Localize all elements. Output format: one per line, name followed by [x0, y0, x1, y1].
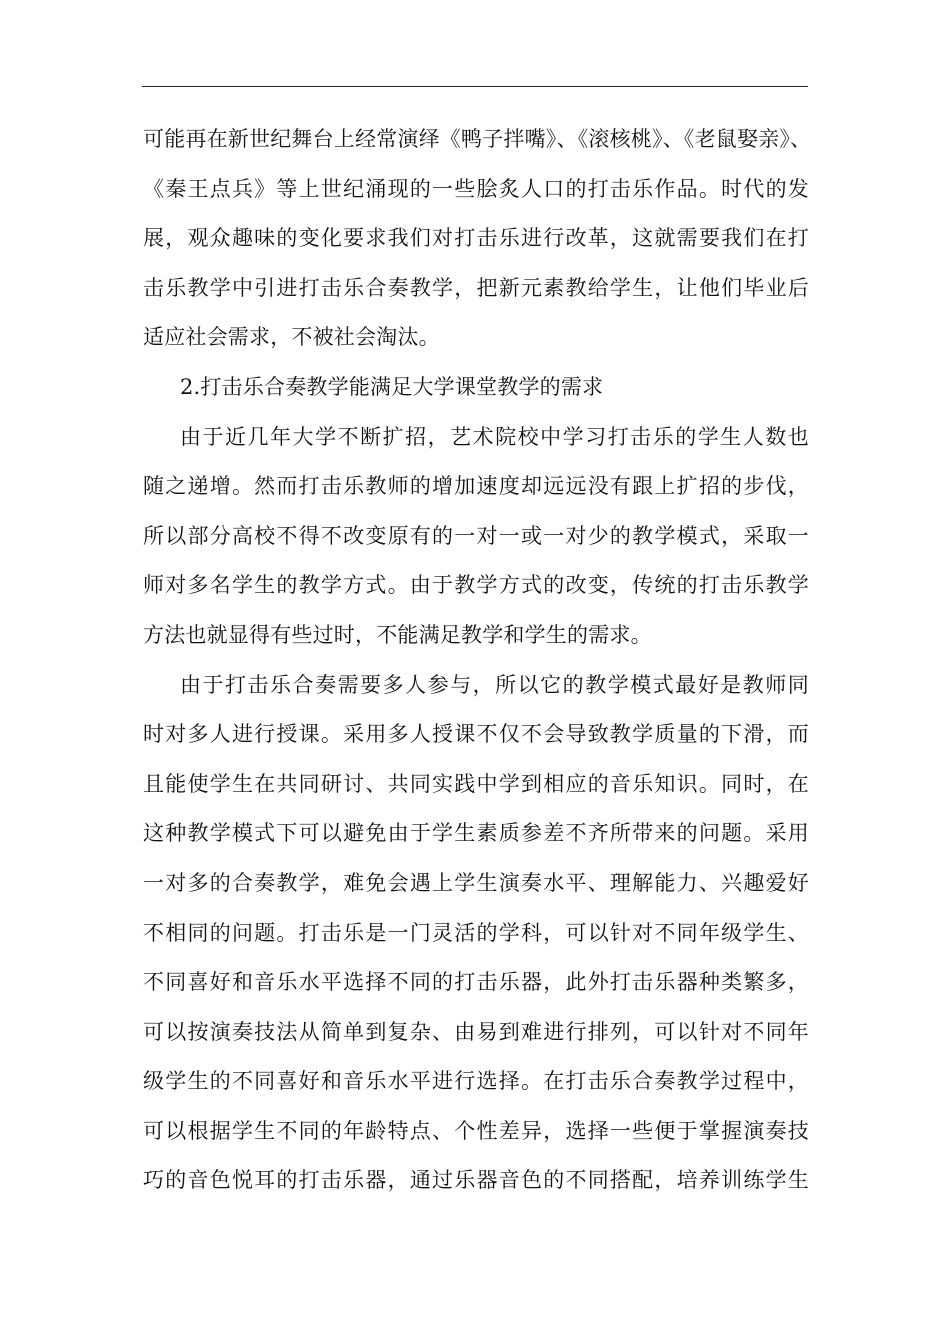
- text-line: 展，观众趣味的变化要求我们对打击乐进行改革，这就需要我们在打: [143, 226, 809, 251]
- text-line: 方法也就显得有些过时，不能满足教学和学生的需求。: [143, 622, 652, 647]
- text-line: 一对多的合奏教学，难免会遇上学生演奏水平、理解能力、兴趣爱好: [143, 870, 809, 895]
- text-line: 不同喜好和音乐水平选择不同的打击乐器，此外打击乐器种类繁多，: [143, 970, 809, 995]
- paragraph-1: [143, 115, 812, 363]
- text-line: 所以部分高校不得不改变原有的一对一或一对少的教学模式，采取一: [143, 523, 809, 548]
- text-line: 可以根据学生不同的年龄特点、个性差异，选择一些便于掌握演奏技: [143, 1118, 809, 1143]
- text-line: 击乐教学中引进打击乐合奏教学，把新元素教给学生，让他们毕业后: [143, 275, 809, 300]
- text-line: 可以按演奏技法从简单到复杂、由易到难进行排列，可以针对不同年: [143, 1019, 809, 1044]
- text-line: 时对多人进行授课。采用多人授课不仅不会导致教学质量的下滑，而: [143, 722, 809, 747]
- text-line: 巧的音色悦耳的打击乐器，通过乐器音色的不同搭配，培养训练学生: [143, 1168, 809, 1193]
- text-line: 随之递增。然而打击乐教师的增加速度却远远没有跟上扩招的步伐，: [143, 474, 809, 499]
- text-line: 由于近几年大学不断扩招，艺术院校中学习打击乐的学生人数也: [180, 424, 809, 449]
- text-line: 且能使学生在共同研讨、共同实践中学到相应的音乐知识。同时，在: [143, 771, 809, 796]
- body-text: [143, 115, 812, 1206]
- section-heading: [143, 363, 809, 413]
- text-line: 可能再在新世纪舞台上经常演绎《鸭子拌嘴》、《滚核桃》、《老鼠娶亲》、: [143, 127, 812, 151]
- paragraph-2: [143, 413, 809, 661]
- text-line: 级学生的不同喜好和音乐水平进行选择。在打击乐合奏教学过程中，: [143, 1069, 809, 1094]
- paragraph-3: [143, 661, 809, 1207]
- text-line: 适应社会需求，不被社会淘汰。: [143, 325, 440, 350]
- text-line: 由于打击乐合奏需要多人参与，所以它的教学模式最好是教师同: [180, 672, 809, 697]
- heading-text: 2.打击乐合奏教学能满足大学课堂教学的需求: [180, 374, 604, 399]
- text-line: 不相同的问题。打击乐是一门灵活的学科，可以针对不同年级学生、: [143, 920, 809, 945]
- text-line: 师对多名学生的教学方式。由于教学方式的改变，传统的打击乐教学: [143, 573, 809, 598]
- header-rule: [142, 86, 808, 87]
- text-line: 这种教学模式下可以避免由于学生素质参差不齐所带来的问题。采用: [143, 821, 809, 846]
- text-line: 《秦王点兵》等上世纪涌现的一些脍炙人口的打击乐作品。时代的发: [143, 176, 809, 201]
